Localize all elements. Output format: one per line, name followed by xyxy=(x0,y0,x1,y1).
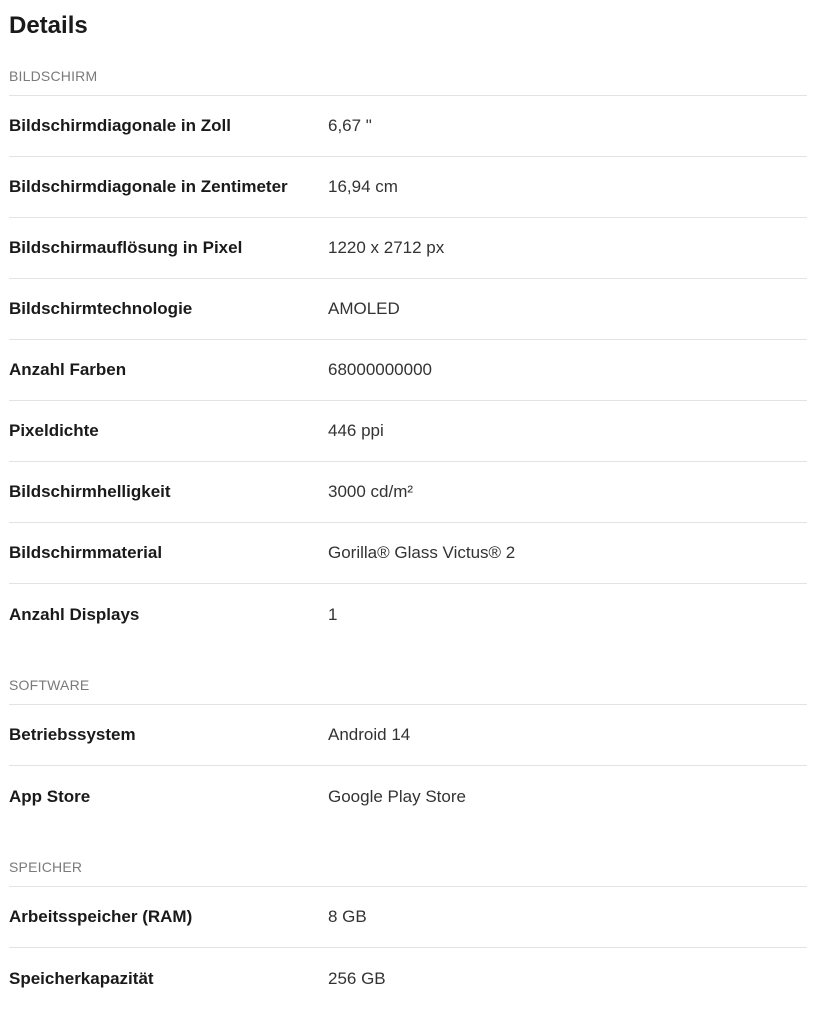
spec-value: 8 GB xyxy=(328,907,367,926)
section-speicher xyxy=(9,847,807,1009)
spec-label: Bildschirmdiagonale in Zoll xyxy=(9,116,231,135)
spec-value: Google Play Store xyxy=(328,786,466,806)
spec-label: Speicherkapazität xyxy=(9,968,154,988)
spec-value: 6,67 " xyxy=(328,116,372,135)
spec-label: Bildschirmmaterial xyxy=(9,543,163,562)
spec-label: App Store xyxy=(9,786,91,806)
spec-value: Gorilla® Glass Victus® 2 xyxy=(328,543,516,562)
section-title: SOFTWARE xyxy=(9,665,807,705)
spec-row xyxy=(9,948,807,1009)
spec-value: 1 xyxy=(328,604,338,624)
spec-label: Arbeitsspeicher (RAM) xyxy=(9,907,193,926)
spec-label: Anzahl Displays xyxy=(9,604,140,624)
spec-label: Bildschirmdiagonale in Zentimeter xyxy=(9,177,288,196)
spec-row xyxy=(9,157,807,218)
section-title: BILDSCHIRM xyxy=(9,56,807,96)
spec-label: Bildschirmtechnologie xyxy=(9,299,193,318)
spec-row xyxy=(9,705,807,766)
spec-row xyxy=(9,96,807,157)
spec-row xyxy=(9,523,807,584)
spec-row xyxy=(9,584,807,645)
spec-label: Betriebssystem xyxy=(9,725,136,744)
spec-row xyxy=(9,887,807,948)
spec-row xyxy=(9,766,807,827)
spec-value: 3000 cd/m² xyxy=(328,482,414,501)
spec-label: Bildschirmhelligkeit xyxy=(9,482,171,501)
spec-row xyxy=(9,401,807,462)
spec-value: 1220 x 2712 px xyxy=(328,238,445,257)
page-title: Details xyxy=(9,12,88,39)
spec-label: Pixeldichte xyxy=(9,421,99,440)
spec-value: 446 ppi xyxy=(328,421,384,440)
spec-value: AMOLED xyxy=(328,299,400,318)
section-title: SPEICHER xyxy=(9,847,807,887)
spec-label: Anzahl Farben xyxy=(9,360,127,379)
spec-row xyxy=(9,462,807,523)
section-software xyxy=(9,665,807,827)
spec-row xyxy=(9,340,807,401)
section-bildschirm xyxy=(9,56,807,645)
spec-label: Bildschirmauflösung in Pixel xyxy=(9,238,243,257)
spec-row xyxy=(9,279,807,340)
spec-row xyxy=(9,218,807,279)
spec-value: Android 14 xyxy=(328,725,411,744)
spec-value: 68000000000 xyxy=(328,360,433,379)
spec-value: 16,94 cm xyxy=(328,177,398,196)
spec-value: 256 GB xyxy=(328,968,386,988)
